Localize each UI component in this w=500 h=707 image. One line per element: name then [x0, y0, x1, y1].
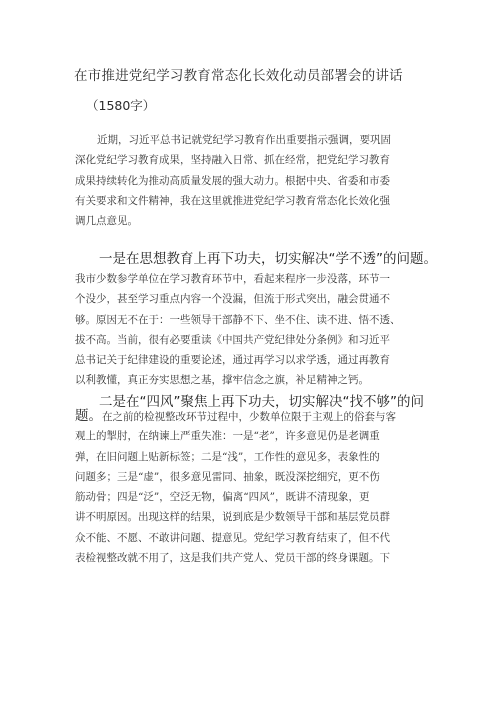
paragraph-line: 近期，习近平总书记就党纪学习教育作出重要指示强调，要巩固 [97, 134, 391, 146]
section-heading-1: 一是在思想教育上再下功夫，切实解决“学不透”的问题。 [99, 251, 437, 267]
paragraph-line: 够。原因无不在于：一些领导干部静不下、坐不住、读不进、悟不透、 [75, 313, 401, 326]
document-title: 在市推进党纪学习教育常态化长效化动员部署会的讲话 [74, 68, 403, 84]
paragraph-line: 众不能、不愿、不敢讲问题、提意见。党纪学习教育结束了，但不代 [75, 531, 390, 544]
section1-paragraph [75, 269, 401, 391]
word-count: （1580字） [86, 98, 156, 113]
paragraph-line [75, 406, 396, 426]
paragraph-line: 观上的掣肘，在纳谏上严重失准：一是“老”，许多意见仍是老调重 [75, 430, 380, 443]
paragraph-line: 成果持续转化为推动高质量发展的强大动力。根据中央、省委和市委 [75, 174, 390, 187]
paragraph-line: 调几点意见。 [75, 215, 138, 228]
paragraph-line: 以利教懂，真正夯实思想之基，撑牢信念之旗，补足精神之钙。 [75, 374, 369, 387]
paragraph-line: 表检视整改就不用了，这是我们共产党人、党员干部的终身课题。下 [75, 552, 390, 565]
paragraph-line-text: 在之前的检视整改环节过程中，少数单位限于主观上的俗套与客 [102, 411, 396, 423]
intro-paragraph [75, 130, 391, 231]
paragraph-line: 我市少数参学单位在学习教育环节中，看起来程序一步没落，环节一 [75, 273, 390, 285]
section2-paragraph [75, 406, 396, 568]
paragraph-line: 筋动骨；四是“泛”，空泛无物，偏离“四风”，既讲不清现象，更 [75, 491, 370, 504]
paragraph-line: 讲不明原因。出现这样的结果，说到底是少数领导干部和基层党员群 [75, 511, 390, 524]
paragraph-line: 问题多；三是“虚”，很多意见雷同、抽象，既没深挖细究，更不伤 [75, 470, 380, 483]
section-heading-2-end: 题。 [75, 408, 102, 424]
paragraph-line: 拔不高。当前，很有必要重读《中国共产党纪律处分条例》和习近平 [75, 333, 390, 346]
paragraph-line: 总书记关于纪律建设的重要论述，通过再学习以求学透，通过再教育 [75, 354, 390, 367]
paragraph-line: 弹，在旧问题上贴新标签；二是“浅”，工作性的意见多，表象性的 [75, 450, 380, 463]
paragraph-line: 有关要求和文件精神，我在这里就推进党纪学习教育常态化长效化强 [75, 194, 390, 207]
paragraph-line: 个没少，甚至学习重点内容一个没漏，但流于形式突出，融会贯通不 [75, 293, 390, 306]
section-heading-2: 二是在“四风”聚焦上再下功夫，切实解决“找不够”的问 [99, 394, 424, 410]
paragraph-line: 深化党纪学习教育成果，坚持融入日常、抓在经常，把党纪学习教育 [75, 154, 390, 167]
